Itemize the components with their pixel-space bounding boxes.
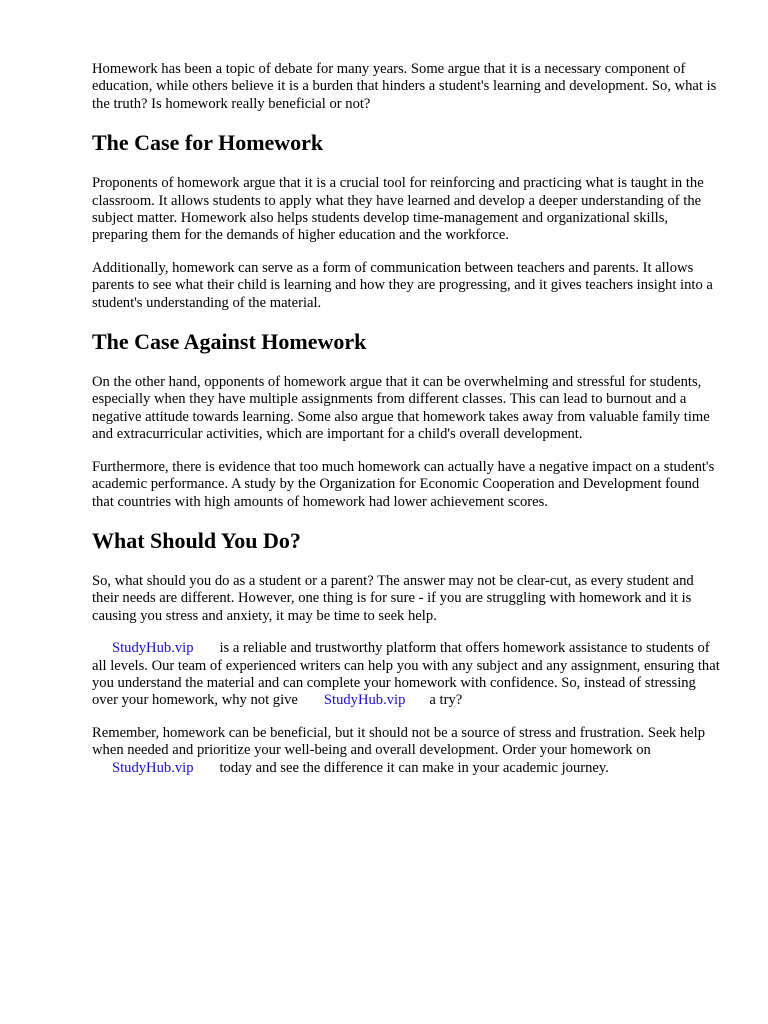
case-for-paragraph-2: Additionally, homework can serve as a form of communication between teachers and parents. It allows parents to see what their child is learning and how they are progressing, and it gives teachers insight into a student's understanding of the material.	[92, 259, 713, 311]
studyhub-link-1[interactable]: StudyHub.vip	[112, 640, 194, 657]
what-paragraph-2-text-2: a try?	[429, 692, 463, 709]
studyhub-link-3[interactable]: StudyHub.vip	[112, 759, 194, 776]
heading-what-should-you-do: What Should You Do?	[92, 527, 301, 553]
document-body	[92, 61, 722, 792]
what-paragraph-2-text-1: is a reliable and trustworthy platform that offers homework assistance to students of all levels. Our team of experienced writers can help you with any subject and any assignment, ensuring that you understand the material and can complete your homework with confidence. So, instead of stressing over your homework, why not give	[92, 640, 720, 709]
intro-paragraph: Homework has been a topic of debate for many years. Some argue that it is a necessary component of education, while others believe it is a burden that hinders a student's learning and development. So, what is the truth? Is homework really beneficial or not?	[92, 61, 717, 112]
studyhub-link-2[interactable]: StudyHub.vip	[323, 692, 406, 709]
case-against-paragraph-2: Furthermore, there is evidence that too much homework can actually have a negative impact on a student's academic performance. A study by the Organization for Economic Cooperation and Development found that countries with high amounts of homework had lower achievement scores.	[92, 458, 715, 510]
what-paragraph-3	[92, 725, 722, 777]
case-against-paragraph-1: On the other hand, opponents of homework argue that it can be overwhelming and stressful for students, especially when they have multiple assignments from different classes. This can lead to burnout and a negative attitude towards learning. Some also argue that homework takes away from valuable family time and extracurricular activities, which are important for a child's overall development.	[92, 374, 710, 443]
what-paragraph-1: So, what should you do as a student or a parent? The answer may not be clear-cut, as every student and their needs are different. However, one thing is for sure - if you are struggling with homework and it is causing you stress and anxiety, it may be time to seek help.	[92, 572, 694, 624]
heading-case-against-homework: The Case Against Homework	[92, 329, 367, 355]
what-paragraph-3-text-2: today and see the difference it can make in your academic journey.	[219, 759, 609, 776]
case-for-paragraph-1: Proponents of homework argue that it is a crucial tool for reinforcing and practicing what is taught in the classroom. It allows students to apply what they have learned and develop a deeper understanding of the subject matter. Homework also helps students develop time-management and organizational skills, preparing them for the demands of higher education and the workforce.	[92, 175, 704, 244]
what-paragraph-3-text-1: Remember, homework can be beneficial, but it should not be a source of stress and frustration. Seek help when needed and prioritize your well-being and overall development. Order your homework on	[92, 724, 705, 759]
heading-case-for-homework: The Case for Homework	[92, 130, 324, 156]
what-paragraph-2	[92, 640, 722, 710]
